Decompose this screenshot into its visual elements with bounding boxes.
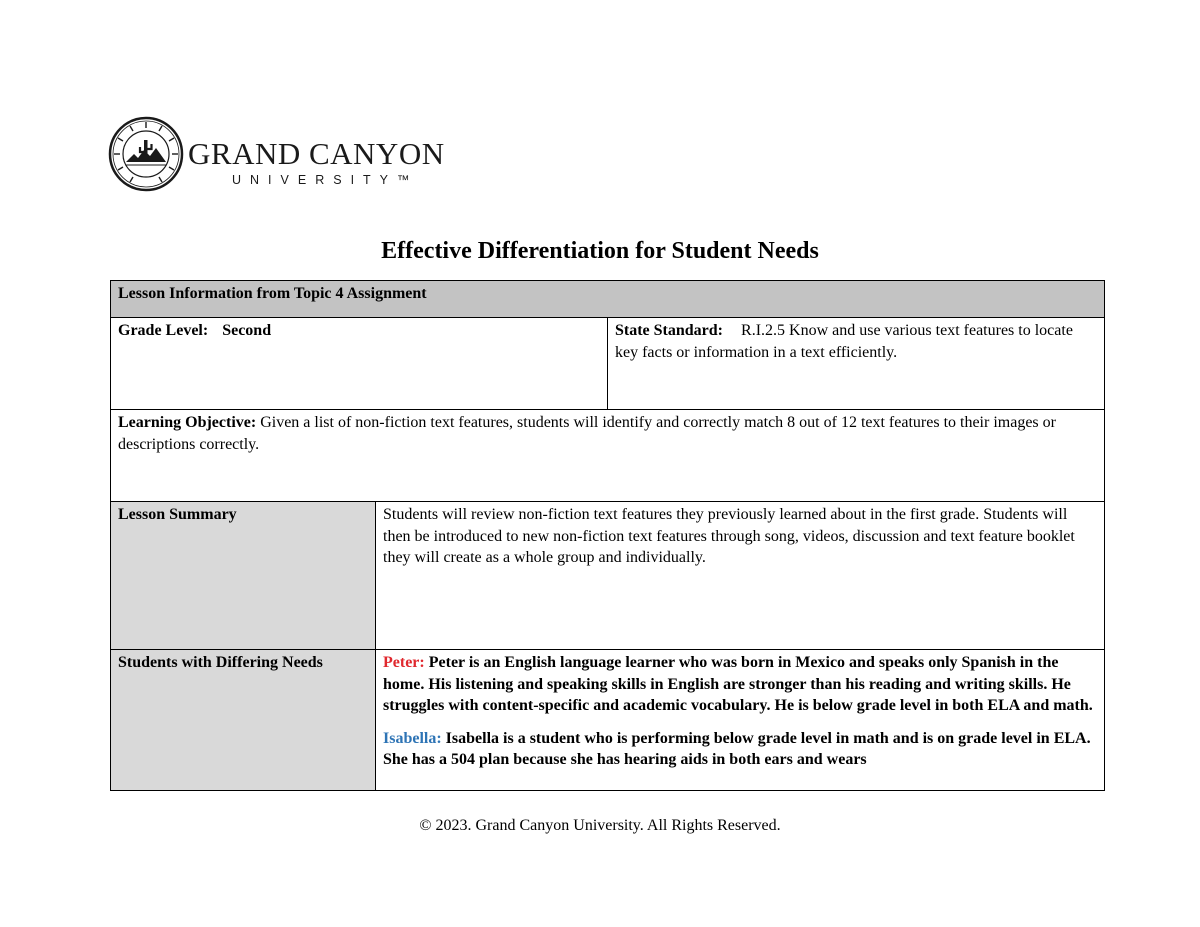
lesson-table [110, 280, 1105, 791]
document-title: Effective Differentiation for Student Needs [381, 238, 819, 264]
grade-level-cell [111, 318, 608, 410]
copyright-footer: © 2023. Grand Canyon University. All Rights Reserved. [419, 817, 781, 834]
lesson-summary-value: Students will review non-fiction text features they previously learned about in the first grade. Students will then be introduced to new non-fiction text features through song, videos, discussion and text feature booklet they will create as a whole group and individually. [376, 502, 1105, 650]
student-peter-description: Peter is an English language learner who was born in Mexico and speaks only Spanish in the home. His listening and speaking skills in English are stronger than his reading and writing skills. He struggles with content-specific and academic vocabulary. He is below grade level in both ELA and math. [383, 654, 1093, 714]
university-subtitle: UNIVERSITY™ [232, 173, 419, 187]
differing-needs-row [111, 650, 1105, 791]
learning-objective-value: Given a list of non-fiction text features, students will identify and correctly match 8 out of 12 text features to their images or descriptions correctly. [118, 414, 1056, 453]
state-standard-cell [608, 318, 1105, 410]
grade-level-value: Second [222, 322, 272, 339]
student-peter [383, 652, 1097, 717]
table-header-cell: Lesson Information from Topic 4 Assignment [111, 281, 1105, 318]
learning-objective-label: Learning Objective: [118, 414, 257, 431]
state-standard-label: State Standard: [615, 322, 724, 339]
student-isabella-name: Isabella: [383, 729, 442, 747]
student-peter-name: Peter: [383, 654, 425, 671]
lesson-summary-row [111, 502, 1105, 650]
lesson-summary-label: Lesson Summary [111, 502, 376, 650]
university-logo [108, 116, 445, 194]
learning-objective-cell [111, 410, 1105, 502]
differing-needs-label: Students with Differing Needs [111, 650, 376, 791]
student-isabella-description: Isabella is a student who is performing below grade level in math and is on grade level in ELA. She has a 504 plan because she has hearing aids in both ears and wears [383, 729, 1091, 768]
grade-standard-row [111, 318, 1105, 410]
differing-needs-cell [376, 650, 1105, 791]
learning-objective-row [111, 410, 1105, 502]
table-header-row [111, 281, 1105, 318]
university-name: GRAND CANYON [188, 136, 445, 171]
university-seal-icon [108, 116, 184, 192]
state-standard-value: R.I.2.5 Know and use various text features to locate key facts or information in a text efficiently. [615, 322, 1073, 361]
grade-level-label: Grade Level: [118, 322, 209, 339]
student-isabella [383, 728, 1097, 771]
